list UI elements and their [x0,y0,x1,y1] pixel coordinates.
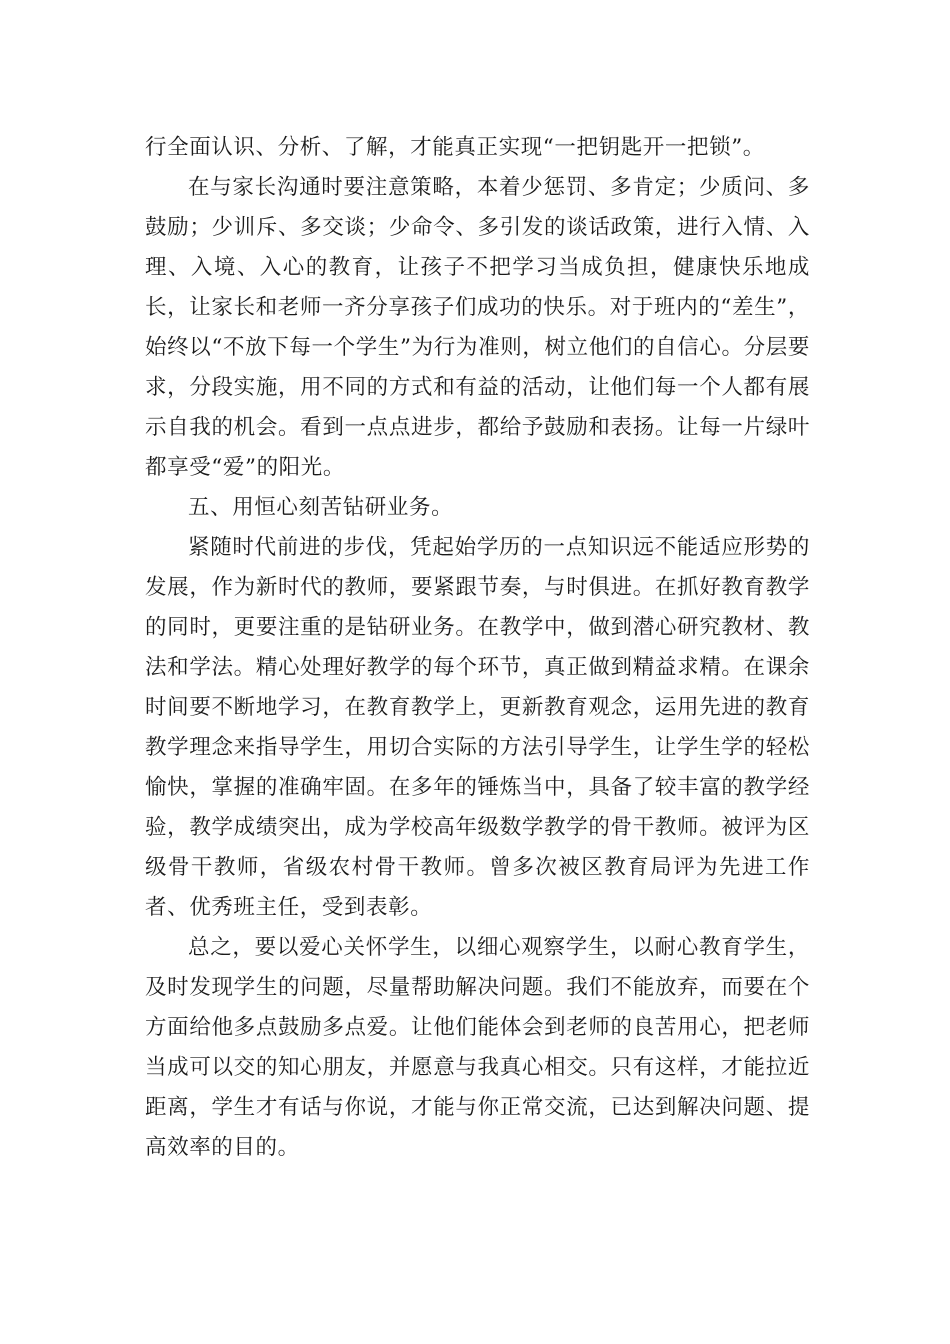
paragraph-conclusion: 总之，要以爱心关怀学生，以细心观察学生，以耐心教育学生，及时发现学生的问题，尽量帮助解决问题。我们不能放弃，而要在个方面给他多点鼓励多点爱。让他们能体会到老师的良苦用心，把老师当成可以交的知心朋友，并愿意与我真心相交。只有这样，才能拉近距离，学生才有话与你说，才能与你正常交流，已达到解决问题、提高效率的目的。 [145,935,810,1160]
paragraph-professional-study: 紧随时代前进的步伐，凭起始学历的一点知识远不能适应形势的发展，作为新时代的教师，要紧跟节奏，与时俱进。在抓好教育教学的同时，更要注重的是钻研业务。在教学中，做到潜心研究教材、教法和学法。精心处理好教学的每个环节，真正做到精益求精。在课余时间要不断地学习，在教育教学上，更新教育观念，运用先进的教育教学理念来指导学生，用切合实际的方法引导学生，让学生学的轻松愉快，掌握的准确牢固。在多年的锤炼当中，具备了较丰富的教学经验，教学成绩突出，成为学校高年级数学教学的骨干教师。被评为区级骨干教师，省级农村骨干教师。曾多次被区教育局评为先进工作者、优秀班主任，受到表彰。 [145,535,810,920]
paragraph-parent-communication: 在与家长沟通时要注意策略，本着少惩罚、多肯定；少质问、多鼓励；少训斥、多交谈；少命令、多引发的谈话政策，进行入情、入理、入境、入心的教育，让孩子不把学习当成负担，健康快乐地成长，让家长和老师一齐分享孩子们成功的快乐。对于班内的“差生”，始终以“不放下每一个学生”为行为准则，树立他们的自信心。分层要求，分段实施，用不同的方式和有益的活动，让他们每一个人都有展示自我的机会。看到一点点进步，都给予鼓励和表扬。让每一片绿叶都享受“爱”的阳光。 [145,175,810,480]
paragraph-continuation: 行全面认识、分析、了解，才能真正实现“一把钥匙开一把锁”。 [145,135,765,160]
section-heading-five: 五、用恒心刻苦钻研业务。 [188,495,454,520]
document-body [145,128,810,1168]
